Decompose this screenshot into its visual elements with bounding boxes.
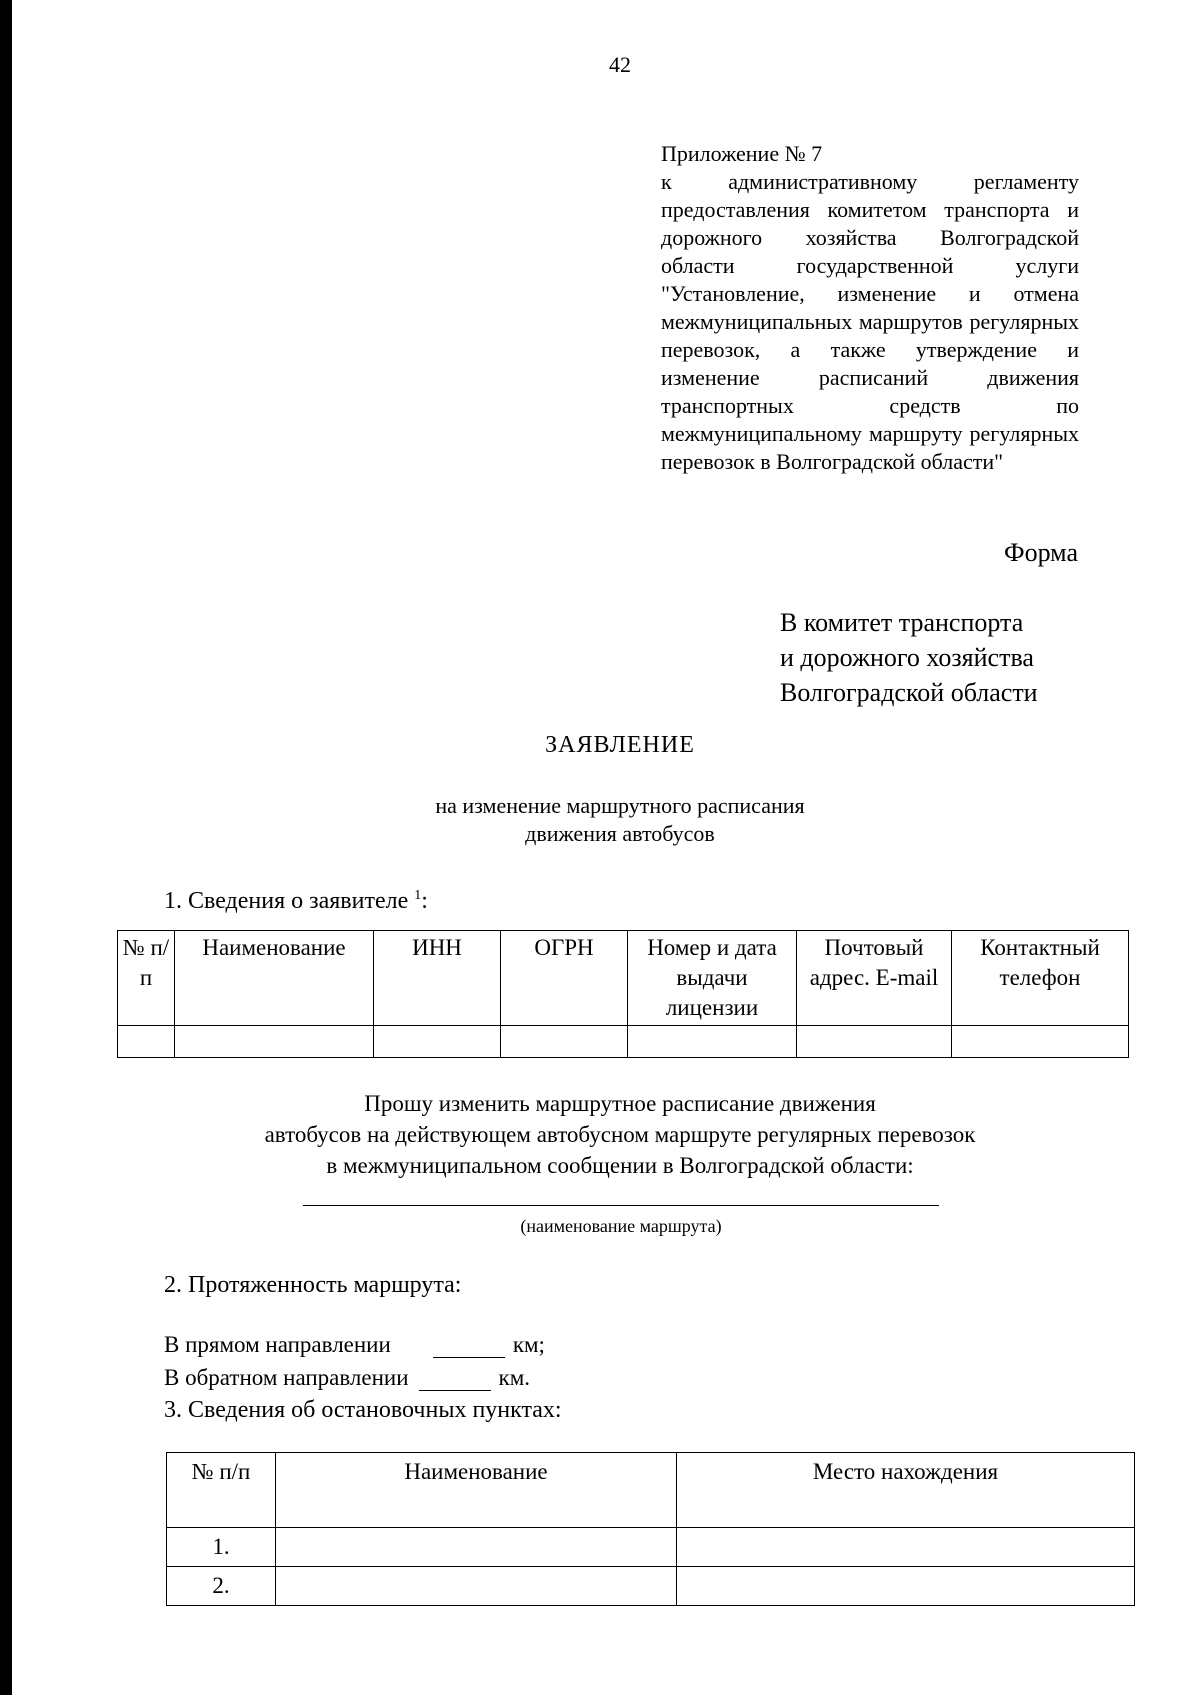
document-subtitle [0,792,1200,848]
addressee-line: В комитет транспорта [780,608,1024,637]
col-name: Наименование [175,931,374,1026]
table-cell[interactable] [118,1026,175,1058]
table-cell[interactable] [677,1528,1135,1567]
col-phone: Контактный телефон [952,931,1129,1026]
table-cell[interactable] [501,1026,628,1058]
form-label: Форма [1004,538,1078,567]
table-header-row [167,1453,1135,1528]
table-cell[interactable] [276,1567,677,1606]
section-2-label: 2. Протяженность маршрута: [164,1272,462,1298]
table-cell[interactable] [175,1026,374,1058]
route-name-caption: (наименование маршрута) [520,1216,722,1236]
addressee-line: Волгоградской области [780,678,1038,707]
table-cell[interactable] [952,1026,1129,1058]
col-location: Место нахождения [677,1453,1135,1528]
annex-title: Приложение № 7 [661,141,823,166]
section-1-text: 1. Сведения о заявителе [164,888,409,914]
reverse-distance-label: В обратном направлении [164,1365,409,1390]
reverse-distance-unit: км. [498,1365,531,1390]
request-line: Прошу изменить маршрутное расписание движения [364,1091,876,1116]
request-text [40,1088,1200,1181]
col-license: Номер и дата выдачи лицензии [628,931,797,1026]
annex-block [661,140,1079,476]
reverse-distance-field[interactable] [419,1368,491,1391]
table-cell[interactable] [628,1026,797,1058]
forward-distance-row [164,1332,545,1358]
row-number: 2. [167,1567,276,1606]
col-inn: ИНН [374,931,501,1026]
section-1-label [164,888,428,915]
stops-table [166,1452,1135,1606]
footnote-marker: 1 [414,888,422,903]
col-number: № п/п [118,931,175,1026]
document-title: ЗАЯВЛЕНИЕ [545,732,695,758]
route-name-field[interactable] [303,1205,939,1206]
request-line: в межмуниципальном сообщении в Волгоградской области: [326,1153,914,1178]
row-number: 1. [167,1528,276,1567]
forward-distance-label: В прямом направлении [164,1332,391,1357]
col-address: Почтовый адрес. E-mail [797,931,952,1026]
col-ogrn: ОГРН [501,931,628,1026]
annex-body: к административному регламенту предоставления комитетом транспорта и дорожного хозяйства Волгоградской области государственной услуги "Установление, изменение и отмена межмуниципальных маршрутов регулярных перевозок, а также утверждение и изменение расписаний движения транспортных средств по межмуниципальному маршруту регулярных перевозок в Волгоградской области" [661,169,1079,474]
table-cell[interactable] [276,1528,677,1567]
col-name: Наименование [276,1453,677,1528]
table-cell[interactable] [374,1026,501,1058]
table-header-row [118,931,1129,1026]
addressee-block [780,605,1038,710]
forward-distance-field[interactable] [433,1335,505,1358]
col-number: № п/п [167,1453,276,1528]
subtitle-line: движения автобусов [525,821,715,846]
reverse-distance-row [164,1365,530,1391]
table-row [167,1567,1135,1606]
table-row [118,1026,1129,1058]
table-cell[interactable] [677,1567,1135,1606]
page-number: 42 [609,52,631,77]
applicant-table [117,930,1129,1058]
table-cell[interactable] [797,1026,952,1058]
request-line: автобусов на действующем автобусном маршруте регулярных перевозок [264,1122,976,1147]
addressee-line: и дорожного хозяйства [780,643,1034,672]
section-3-label: 3. Сведения об остановочных пунктах: [164,1397,562,1423]
table-row [167,1528,1135,1567]
forward-distance-unit: км; [512,1332,545,1357]
section-1-suffix: : [421,888,428,914]
subtitle-line: на изменение маршрутного расписания [435,793,805,818]
